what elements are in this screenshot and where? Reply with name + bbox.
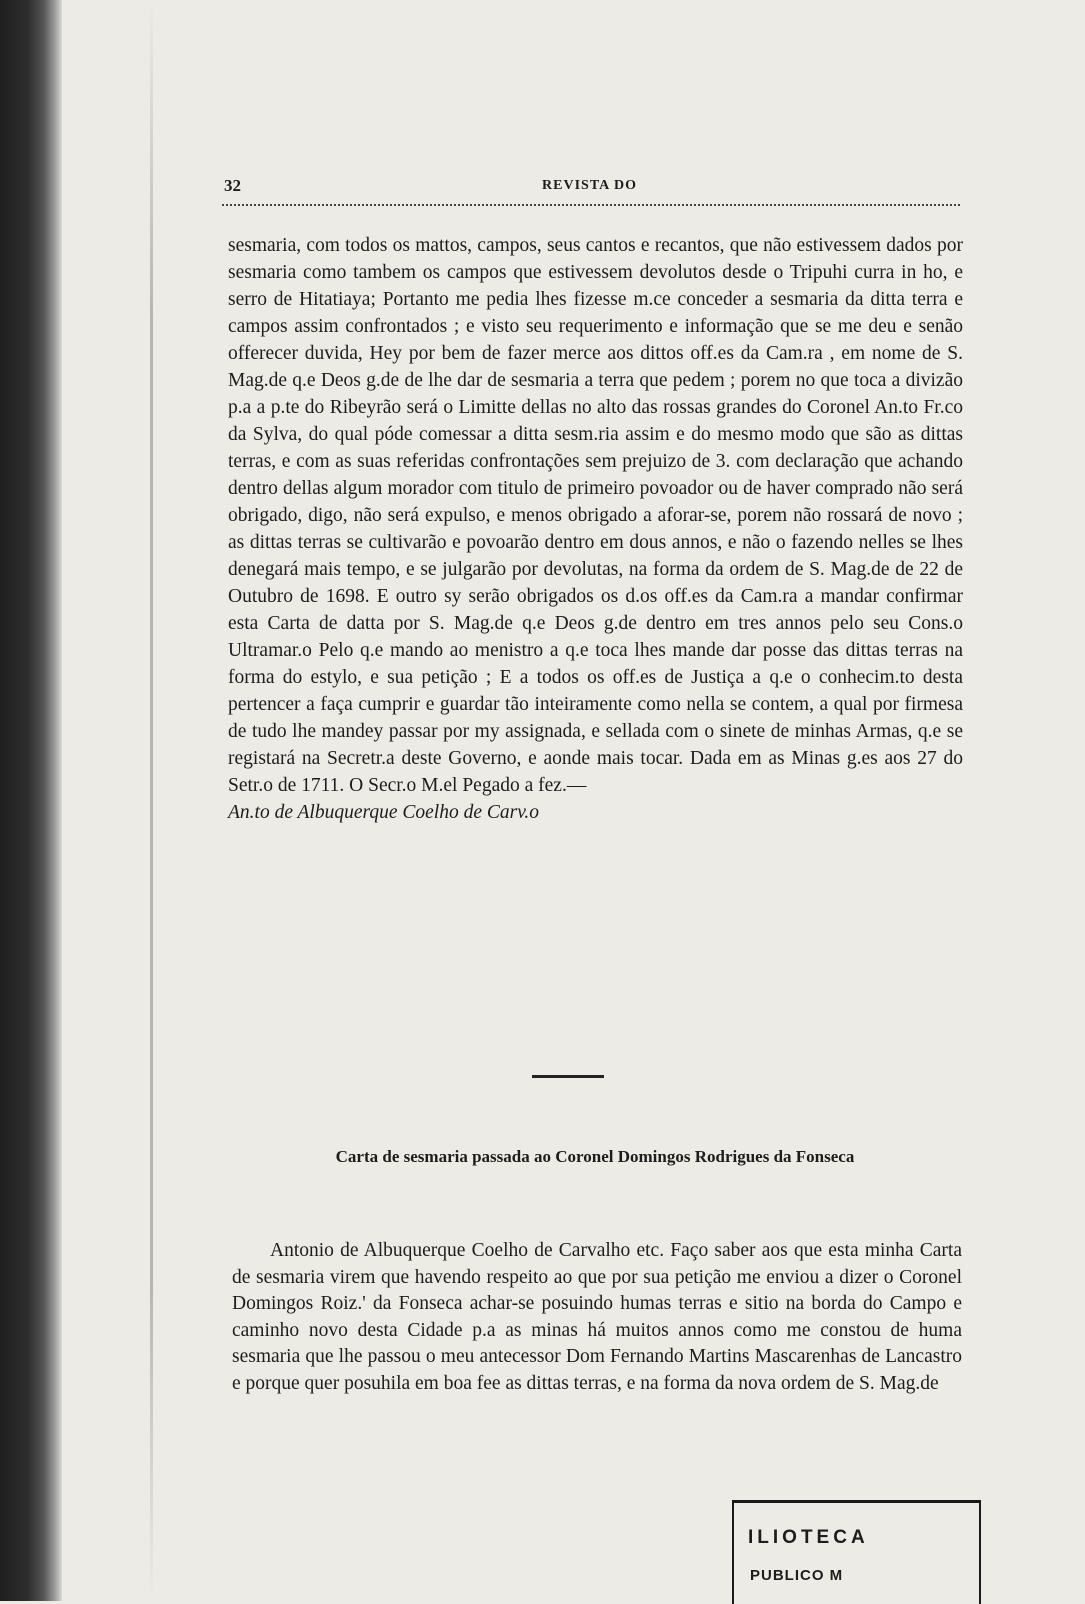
header-rule [222, 204, 960, 206]
main-paragraph: sesmaria, com todos os mattos, campos, seus cantos e recantos, que não estivessem dados por sesmaria como tambem os campos que estivessem devolutos desde o Tripuhi curra in ho, e serro de Hitatiaya; Portanto me pedia lhes fizesse m.ce conceder a sesmaria da ditta terra e campos assim confrontados ; e visto seu requerimento e informação que se me deu e senão offerecer duvida, Hey por bem de fazer merce aos dittos off.es da Cam.ra , em nome de S. Mag.de q.e Deos g.de de lhe dar de sesmaria a terra que pedem ; porem no que toca a divizão p.a a p.te do Ribeyrão será o Limitte dellas no alto das rossas grandes do Coronel An.to Fr.co da Sylva, do qual póde comessar a ditta sesm.ria assim e do mesmo modo que são as dittas terras, e com as suas referidas confrontações sem prejuizo de 3. com declaração que achando dentro dellas algum morador com titulo de primeiro povoador ou de haver comprado não será obrigado, digo, não será expulso, e menos obrigado a aforar-se, porem não rossará de novo ; as dittas terras se cultivarão e povoarão dentro em dous annos, e não o fazendo nelles se lhes denegará mais tempo, e se julgarão por devolutas, na forma da ordem de S. Mag.de de 22 de Outubro de 1698. E outro sy serão obrigados os d.os off.es da Cam.ra a mandar confirmar esta Carta de datta por S. Mag.de q.e Deos g.de dentro em tres annos pelo seu Cons.o Ultramar.o Pelo q.e mando ao menistro a q.e toca lhes mande dar posse das dittas terras na forma do estylo, e sua petição ; E a todos os off.es de Justiça a q.e o conhecim.to desta pertencer a faça cumprir e guardar tão inteiramente como nella se contem, a qual por firmesa de tudo lhe mandey passar por my assignada, e sellada com o sinete de minhas Armas, q.e se registará na Secretr.a deste Governo, e aonde mais tocar. Dada em as Minas g.es aos 27 do Setr.o de 1711. O Secr.o M.el Pegado a fez.— [228, 235, 963, 796]
section-paragraph: Antonio de Albuquerque Coelho de Carvalho etc. Faço saber aos que esta minha Carta de sesmaria virem que havendo respeito ao que por sua petição me enviou a dizer o Coronel Domingos Roiz.' da Fonseca achar-se posuindo humas terras e sitio na borda do Campo e caminho novo desta Cidade p.a as minas há muitos annos como me constou de huma sesmaria que lhe passou o meu antecessor Dom Fernando Martins Mascarenhas de Lancastro e porque quer posuhila em boa fee as dittas terras, e na forma da nova ordem de S. Mag.de [232, 1240, 962, 1394]
book-binding-shadow [0, 0, 62, 1601]
page-fold-line [150, 0, 153, 1601]
page-number: 32 [224, 176, 241, 195]
section-title: Carta de sesmaria passada ao Coronel Domingos Rodrigues da Fonseca [335, 1147, 855, 1166]
main-text-block [228, 232, 963, 826]
stamp-line-2: PUBLICO M [750, 1567, 844, 1584]
stamp-line-1: ILIOTECA [748, 1527, 869, 1548]
section-separator [532, 1075, 604, 1078]
library-stamp [732, 1500, 981, 1604]
signature: An.to de Albuquerque Coelho de Carv.o [228, 802, 540, 823]
page-header [222, 176, 957, 200]
running-head: REVISTA DO [542, 178, 637, 193]
